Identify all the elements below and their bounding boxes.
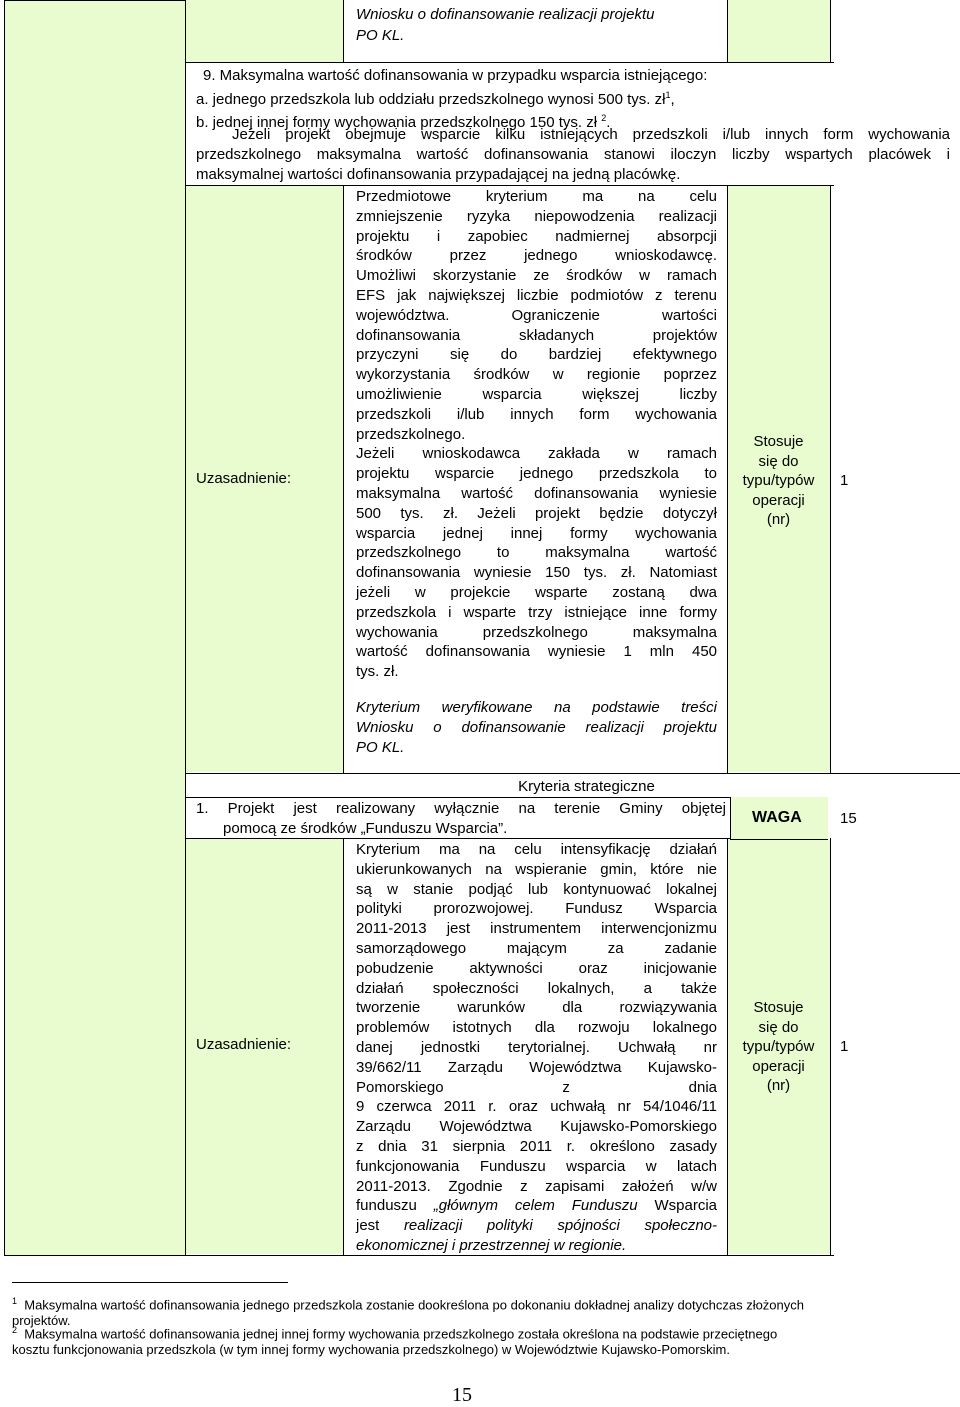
justification-line: jest realizacji polityki spójności społeczno- xyxy=(356,1217,717,1235)
paragraph-line: przedszkolnego maksymalna wartość dofinansowania stanowi iloczyn liczby wspartych placówek i xyxy=(196,145,950,163)
justification-line: środków przez jednego wnioskodawcę. xyxy=(356,247,717,265)
row2-justification xyxy=(356,840,717,1256)
footnote-separator xyxy=(12,1282,288,1283)
justification-line: danej jednostki terytorialnej. Uchwałą nr xyxy=(356,1038,717,1056)
justification-line: przedszkoli i/lub innych form wychowania xyxy=(356,405,717,423)
divider xyxy=(343,0,344,62)
justification-line: Jeżeli wnioskodawca zakłada w ramach xyxy=(356,445,717,463)
waga-label: WAGA xyxy=(752,809,802,826)
divider xyxy=(830,185,831,773)
applies-line: typu/typów xyxy=(742,472,815,489)
divider xyxy=(343,185,344,773)
justification-line: EFS jak największej liczbie podmiotów z terenu xyxy=(356,286,717,304)
justification-line: tys. zł. xyxy=(356,663,399,681)
justification-line: 2011-2013 jest instrumentem interwencjonizmu xyxy=(356,920,717,938)
criterion-9-item-a: a. jednego przedszkola lub oddziału przedszkolnego wynosi 500 tys. $zł^1$, xyxy=(196,89,675,108)
justification-line: działań społeczności lokalnych, a także xyxy=(356,979,717,997)
justification-line: dofinansowania składanych projektów xyxy=(356,326,717,344)
left-margin-column xyxy=(4,0,186,1256)
verify-line: Kryterium weryfikowane na podstawie treści xyxy=(356,699,717,716)
justification-line: województwa. Ograniczenie wartości xyxy=(356,306,717,324)
divider xyxy=(830,0,831,62)
justification-line: wykorzystania środków w regionie poprzez xyxy=(356,366,717,384)
justification-line: dofinansowania wyniesie 150 tys. zł. Natomiast xyxy=(356,564,717,582)
divider xyxy=(186,773,960,774)
justification-line: przyczyni się do bardziej efektywnego xyxy=(356,346,717,364)
justification-line: 2011-2013. Zgodnie z zapisami założeń w/w xyxy=(356,1177,717,1195)
justification-line: jeżeli w projekcie wsparte zostaną dwa xyxy=(356,583,717,601)
justification-line: 500 tys. zł. Jeżeli projekt będzie dotyczył xyxy=(356,504,717,522)
justification-line: tworzenie warunków dla rozwiązywania xyxy=(356,999,717,1017)
top-italic-text xyxy=(356,4,728,46)
footnote-1-cont: projektów. xyxy=(12,1312,71,1328)
justification-line: polityki prorozwojowej. Fundusz Wsparcia xyxy=(356,900,717,918)
page-number: 15 xyxy=(452,1384,472,1406)
divider xyxy=(186,62,834,63)
criterion-1 xyxy=(196,799,726,838)
justification-line: ukierunkowanych na wspieranie gmin, które nie xyxy=(356,860,717,878)
row2-number: 1 xyxy=(840,1038,849,1055)
divider xyxy=(830,838,831,1255)
justification-line: wsparcia jednej innej formy wychowania xyxy=(356,524,717,542)
row2-applies xyxy=(727,998,830,1096)
justification-line: samorządowego mającym za zadanie xyxy=(356,939,717,957)
applies-line: (nr) xyxy=(766,1077,791,1094)
footnote-1: $^1$ Maksymalna wartość dofinansowania jednego przedszkola zostanie dookreślona po dokonaniu dokładnej analizy dotychczas złożonych xyxy=(12,1296,804,1313)
verify-line: PO KL. xyxy=(356,738,405,756)
justification-line: przedszkola i wsparte trzy istniejące inne formy xyxy=(356,603,717,621)
justification-line: ekonomicznej i przestrzennej w regionie. xyxy=(356,1236,627,1254)
paragraph-line: maksymalnej wartości dofinansowania przypadającej na jedną placówkę. xyxy=(196,165,681,183)
justification-line: umożliwienie wsparcia większej liczby xyxy=(356,385,717,403)
justification-line: problemów istotnych dla rozwoju lokalnego xyxy=(356,1019,717,1037)
criterion-9 xyxy=(196,66,956,133)
justification-line: projektu i zapobiec nadmiernej absorpcji xyxy=(356,227,717,245)
justification-line: z dnia 31 sierpnia 2011 r. określono zasady xyxy=(356,1137,717,1155)
applies-line: (nr) xyxy=(766,511,791,528)
applies-line: operacji xyxy=(752,1057,805,1075)
justification-line: Kryterium ma na celu intensyfikację działań xyxy=(356,841,717,858)
row1-label: Uzasadnienie: xyxy=(196,470,292,487)
justification-line: projektu wsparcie jednego przedszkola to xyxy=(356,465,717,483)
row1-number: 1 xyxy=(840,472,849,489)
criterion-1-line: pomocą ze środków „Funduszu Wsparcia”. xyxy=(223,819,508,837)
applies-line: Stosuje xyxy=(753,999,804,1016)
justification-line: 9 czerwca 2011 r. oraz uchwałą nr 54/1046/11 xyxy=(356,1098,717,1116)
applies-line: się do xyxy=(758,452,799,470)
top-right-green-cell xyxy=(727,0,830,62)
top-italic-line: Wniosku o dofinansowanie realizacji projektu xyxy=(356,6,655,23)
criterion-9-paragraph xyxy=(196,125,950,184)
waga-value: 15 xyxy=(840,810,857,827)
justification-line: pobudzenie aktywności oraz inicjowanie xyxy=(356,959,717,977)
justification-line: Pomorskiego z dnia xyxy=(356,1078,717,1096)
justification-line: 39/662/11 Zarządu Województwa Kujawsko- xyxy=(356,1058,717,1076)
justification-line: przedszkolnego. xyxy=(356,425,466,443)
justification-line: wartość dofinansowania wyniesie 1 mln 450 xyxy=(356,643,717,661)
row1-applies xyxy=(727,432,830,530)
justification-line: maksymalna wartość dofinansowania wyniesie xyxy=(356,484,717,502)
applies-line: operacji xyxy=(752,491,805,509)
justification-line: Umożliwi skorzystanie ze środków w ramach xyxy=(356,267,717,285)
justification-line: Przedmiotowe kryterium ma na celu xyxy=(356,188,717,205)
criterion-9-heading: 9. Maksymalna wartość dofinansowania w przypadku wsparcia istniejącego: xyxy=(203,67,708,84)
justification-line: są w stanie podjąć lub kontynuować lokalnej xyxy=(356,880,717,898)
justification-line: funkcjonowania Funduszu wsparcia w latach xyxy=(356,1157,717,1175)
strategic-heading: Kryteria strategiczne xyxy=(518,778,655,795)
row1-justification xyxy=(356,187,717,682)
justification-line: Zarządu Województwa Kujawsko-Pomorskiego xyxy=(356,1118,717,1136)
divider xyxy=(186,797,730,798)
row1-verification xyxy=(356,698,717,757)
divider xyxy=(727,0,728,62)
footnote-2-cont: kosztu funkcjonowania przedszkola (w tym innej formy wychowania przedszkolnego) w Województwie Kujawsko-Pomorskim. xyxy=(12,1342,730,1358)
divider xyxy=(4,1255,834,1256)
justification-line: przedszkolnego to maksymalna wartość xyxy=(356,544,717,562)
verify-line: Wniosku o dofinansowanie realizacji projektu xyxy=(356,718,717,736)
applies-line: się do xyxy=(758,1018,799,1036)
criterion-1-line: 1. Projekt jest realizowany wyłącznie na terenie Gminy objętej xyxy=(196,800,726,817)
applies-line: typu/typów xyxy=(742,1038,815,1055)
divider xyxy=(343,838,344,1255)
top-italic-line: PO KL. xyxy=(356,27,405,44)
top-left-green-cell xyxy=(186,0,343,62)
footnotes xyxy=(12,1294,956,1358)
row2-label: Uzasadnienie: xyxy=(196,1036,292,1053)
justification-line: zmniejszenie ryzyka niepowodzenia realizacji xyxy=(356,207,717,225)
justification-line: funduszu „głównym celem Funduszu Wsparcia xyxy=(356,1197,718,1215)
applies-line: Stosuje xyxy=(753,433,804,450)
paragraph-line: Jeżeli projekt obejmuje wsparcie kilku istniejących przedszkoli i/lub innych form wychowania xyxy=(232,126,950,143)
criterion-9-item-b: b. jednej innej formy wychowania przedszkolnego 150 tys. zł $^2$. xyxy=(196,113,611,131)
justification-line: wychowania przedszkolnego maksymalna xyxy=(356,623,717,641)
footnote-2: $^2$ Maksymalna wartość dofinansowania jednej innej formy wychowania przedszkolnego została określona na podstawie przeciętnego xyxy=(12,1325,778,1342)
